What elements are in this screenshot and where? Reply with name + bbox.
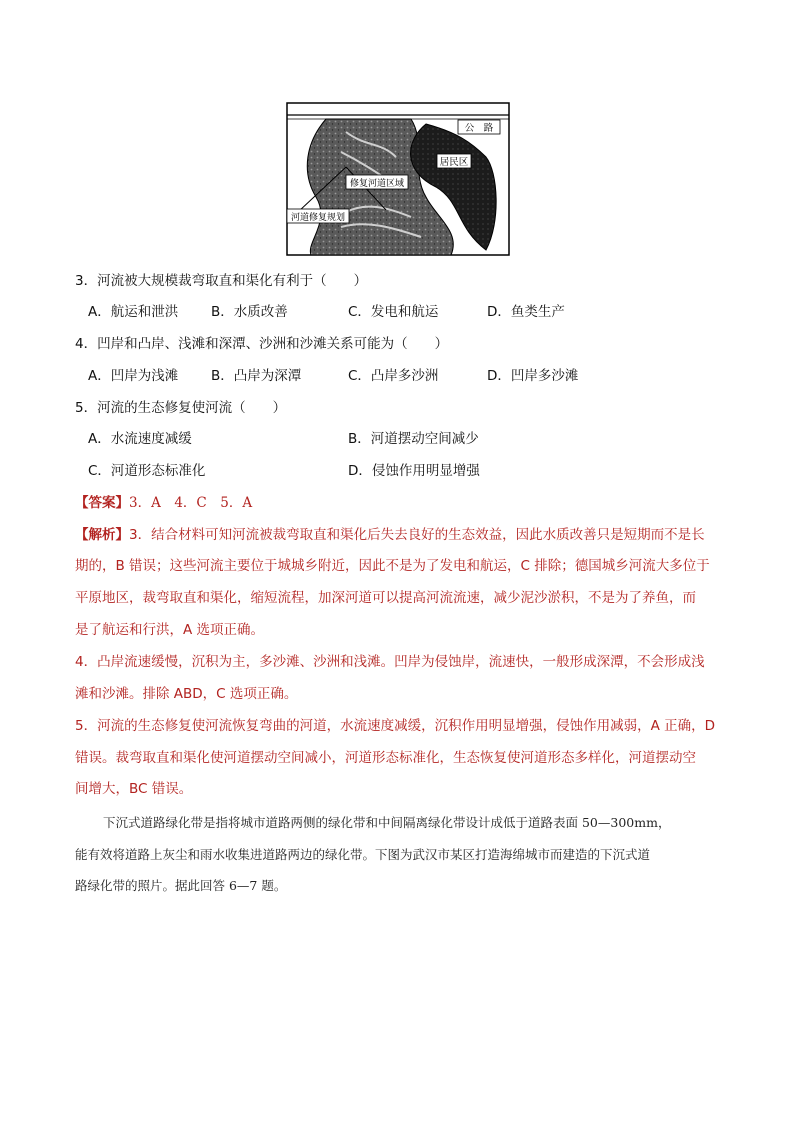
answer-tag: 【答案】	[75, 495, 129, 511]
analysis-text: 3．结合材料可知河流被裁弯取直和渠化后失去良好的生态效益，因此水质改善只是短期而不是长	[129, 527, 705, 543]
analysis-line-7: 5．河流的生态修复使河流恢复弯曲的河道，水流速度减缓，沉积作用明显增强，侵蚀作用减弱，A 正确，D	[75, 718, 716, 734]
q3-option-b: B．水质改善	[211, 304, 288, 320]
q5-option-a: A．水流速度减缓	[88, 431, 192, 447]
label-restore-area: 修复河道区域	[349, 179, 405, 189]
question-4-stem: 4．凹岸和凸岸、浅滩和深潭、沙洲和沙滩关系可能为（ ）	[75, 336, 449, 352]
q3-option-d: D．鱼类生产	[487, 304, 565, 320]
q5-option-b: B．河道摆动空间减少	[348, 431, 479, 447]
river-map-image	[286, 102, 510, 256]
q3-option-a: A．航运和泄洪	[88, 304, 179, 320]
material-line-3: 路绿化带的照片。据此回答 6—7 题。	[75, 878, 287, 893]
material-line-1: 下沉式道路绿化带是指将城市道路两侧的绿化带和中间隔离绿化带设计成低于道路表面 50—300mm，	[103, 815, 671, 830]
analysis-line-3: 平原地区，裁弯取直和渠化，缩短流程，加深河道可以提高河流流速，减少泥沙淤积，不是为了养鱼，而	[75, 590, 696, 606]
analysis-tag: 【解析】	[75, 527, 129, 543]
analysis-line-4: 是了航运和行洪，A 选项正确。	[75, 622, 265, 638]
q4-option-d: D．凹岸多沙滩	[487, 368, 579, 384]
analysis-line-8: 错误。裁弯取直和渠化使河道摆动空间减小，河道形态标准化，生态恢复使河道形态多样化，河道摆动空	[75, 750, 696, 766]
analysis-line-2: 期的，B 错误；这些河流主要位于城城乡附近，因此不是为了发电和航运，C 排除；德国城乡河流大多位于	[75, 558, 710, 574]
label-residential: 居民区	[439, 157, 469, 168]
question-3-stem: 3．河流被大规模裁弯取直和渠化有利于（ ）	[75, 273, 368, 289]
q4-option-a: A．凹岸为浅滩	[88, 368, 179, 384]
analysis-line-5: 4．凸岸流速缓慢，沉积为主，多沙滩、沙洲和浅滩。凹岸为侵蚀岸，流速快，一般形成深潭，不会形成浅	[75, 654, 705, 670]
q4-option-c: C．凸岸多沙洲	[348, 368, 439, 384]
analysis-line-9: 间增大，BC 错误。	[75, 781, 193, 797]
river-restoration-figure	[286, 102, 510, 256]
label-plan: 河道修复规划	[290, 213, 346, 223]
q3-option-c: C．发电和航运	[348, 304, 439, 320]
q4-option-b: B．凸岸为深潭	[211, 368, 302, 384]
question-5-stem: 5．河流的生态修复使河流（ ）	[75, 400, 287, 416]
analysis-line-6: 滩和沙滩。排除 ABD，C 选项正确。	[75, 686, 298, 702]
q5-option-c: C．河道形态标准化	[88, 463, 206, 479]
answer-line	[75, 493, 252, 513]
label-road: 公 路	[464, 123, 494, 134]
q5-option-d: D．侵蚀作用明显增强	[348, 463, 480, 479]
answer-value: 3．A 4．C 5．A	[129, 495, 253, 511]
material-line-2: 能有效将道路上灰尘和雨水收集进道路两边的绿化带。下图为武汉市某区打造海绵城市而建造的下沉式道	[75, 847, 651, 862]
analysis-line-1	[75, 525, 705, 545]
